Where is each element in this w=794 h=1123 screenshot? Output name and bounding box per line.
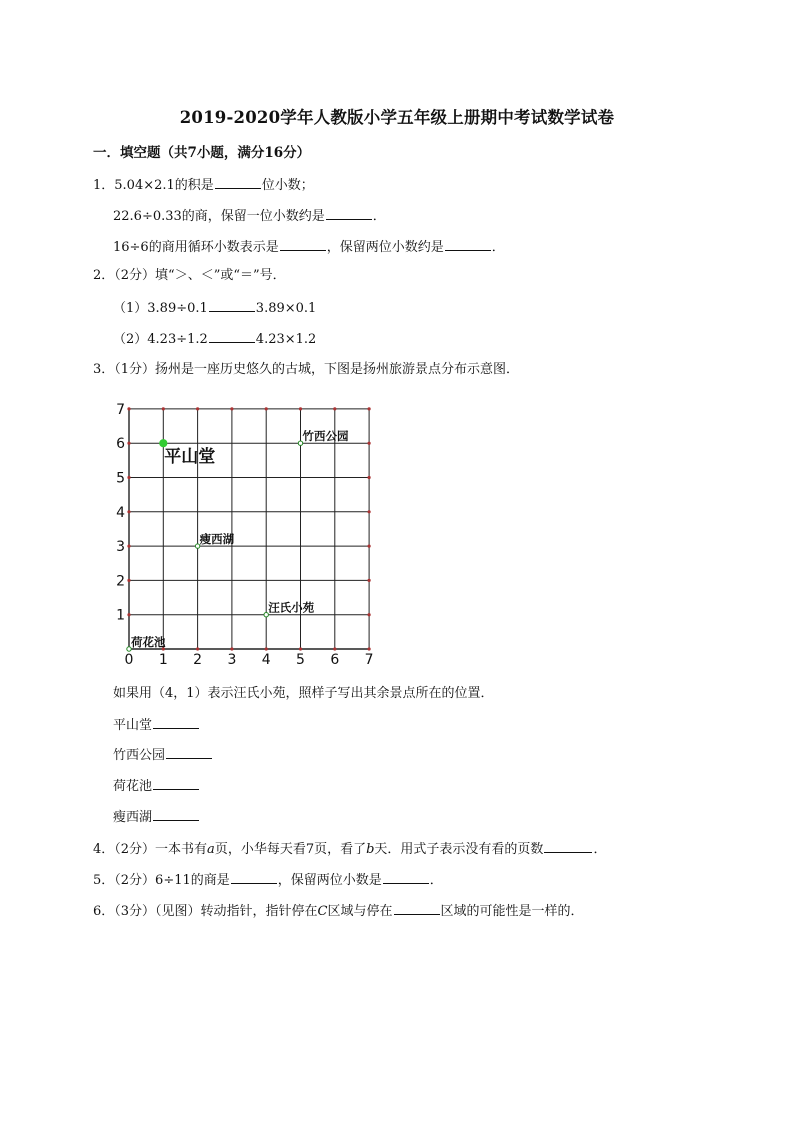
place-name: 荷花池 — [113, 779, 153, 794]
grid-vertex — [230, 407, 233, 410]
grid-vertex — [127, 476, 130, 479]
answer-row-shouxihu — [113, 808, 200, 826]
y-tick-label: 6 — [116, 436, 125, 453]
question-6 — [93, 902, 584, 920]
x-tick-label: 4 — [261, 652, 271, 668]
question-4 — [93, 840, 606, 858]
grid-vertex — [127, 407, 130, 410]
question-3-stem: 3．（1分）扬州是一座历史悠久的古城，下图是扬州旅游景点分布示意图． — [93, 362, 520, 377]
answer-blank[interactable] — [166, 746, 212, 759]
grid-vertex — [127, 510, 130, 513]
question-text: ． — [491, 240, 505, 255]
grid-vertex — [368, 647, 371, 650]
grid-vertex — [196, 407, 199, 410]
grid-vertex — [368, 407, 371, 410]
question-1-part-a — [93, 176, 314, 194]
question-text: 5．（2分）6÷11的商是 — [93, 873, 230, 888]
x-tick-label: 7 — [364, 652, 374, 668]
answer-blank[interactable] — [231, 871, 277, 884]
question-text: 天．用式子表示没有看的页数 — [374, 842, 544, 857]
x-tick-label: 5 — [296, 652, 305, 668]
question-2-part-1 — [113, 299, 316, 317]
question-text: 区域的可能性是一样的． — [440, 904, 584, 919]
x-tick-label: 6 — [330, 652, 340, 668]
grid-vertex — [368, 613, 371, 616]
place-name: 平山堂 — [113, 718, 153, 733]
answer-blank[interactable] — [326, 207, 372, 220]
place-label: 汪氏小苑 — [268, 600, 315, 615]
answer-blank[interactable] — [153, 808, 199, 821]
question-text: 3.89×0.1 — [255, 301, 317, 316]
question-text: 1．5.04×2.1的积是 — [93, 178, 214, 193]
answer-row-pingshantang — [113, 716, 200, 734]
scenic-spot-map — [112, 396, 384, 668]
grid-vertex — [127, 613, 130, 616]
page-title: 2019-2020学年人教版小学五年级上册期中考试数学试卷 — [179, 108, 615, 127]
question-2-part-2 — [113, 330, 316, 348]
question-text: ，保留两位小数是 — [277, 873, 382, 888]
question-2-stem: 2．（2分）填“＞、＜”或“＝”号． — [93, 268, 286, 283]
answer-row-hehuachi — [113, 777, 200, 795]
question-text: 页，小华每天看7页，看了 — [214, 842, 367, 857]
section-heading: 一．填空题（共7小题，满分16分） — [93, 145, 311, 161]
question-text: ． — [593, 842, 607, 857]
grid-vertex — [368, 545, 371, 548]
question-1-part-c — [113, 238, 505, 256]
y-tick-label: 3 — [116, 539, 125, 556]
grid-vertex — [265, 647, 268, 650]
x-tick-label: 1 — [158, 652, 168, 668]
answer-blank[interactable] — [394, 902, 440, 915]
answer-blank[interactable] — [209, 330, 255, 343]
y-tick-label: 7 — [116, 401, 125, 418]
answer-blank[interactable] — [153, 716, 199, 729]
grid-vertex — [368, 510, 371, 513]
question-3-instruction: 如果用（4，1）表示汪氏小苑，照样子写出其余景点所在的位置． — [113, 686, 494, 701]
place-label: 竹西公园 — [302, 429, 349, 444]
x-tick-label: 0 — [124, 652, 134, 668]
place-label: 平山堂 — [164, 447, 216, 468]
place-name: 瘦西湖 — [113, 810, 153, 825]
y-tick-label: 2 — [116, 573, 125, 590]
question-text: 4.23×1.2 — [255, 332, 317, 347]
grid-vertex — [333, 647, 336, 650]
answer-row-zhuxi-park — [113, 746, 213, 764]
question-text: 6．（3分）（见图）转动指针，指针停在 — [93, 904, 318, 919]
grid-vertex — [333, 407, 336, 410]
answer-blank[interactable] — [280, 238, 326, 251]
y-tick-label: 4 — [116, 504, 125, 521]
y-tick-label: 1 — [116, 607, 125, 624]
grid-vertex — [299, 647, 302, 650]
question-text: （2）4.23÷1.2 — [113, 332, 208, 347]
answer-blank[interactable] — [215, 176, 261, 189]
grid-vertex — [265, 407, 268, 410]
answer-blank[interactable] — [445, 238, 491, 251]
variable-a: a — [207, 842, 215, 857]
grid-vertex — [299, 407, 302, 410]
grid-vertex — [127, 545, 130, 548]
variable-b: b — [366, 842, 375, 857]
y-tick-label: 5 — [116, 470, 125, 487]
grid-vertex — [196, 647, 199, 650]
question-text: 区域与停在 — [327, 904, 393, 919]
question-text: ，保留两位小数约是 — [326, 240, 444, 255]
answer-blank[interactable] — [383, 871, 429, 884]
question-text: （1）3.89÷0.1 — [113, 301, 208, 316]
question-text: 16÷6的商用循环小数表示是 — [113, 240, 279, 255]
place-point — [160, 440, 167, 447]
x-tick-label: 3 — [227, 652, 237, 668]
question-text: 22.6÷0.33的商，保留一位小数约是 — [113, 209, 325, 224]
question-5 — [93, 871, 443, 889]
variable-c: C — [317, 904, 328, 919]
grid-vertex — [230, 647, 233, 650]
grid-vertex — [368, 579, 371, 582]
answer-blank[interactable] — [544, 840, 592, 853]
question-text: ． — [372, 209, 386, 224]
grid-vertex — [127, 442, 130, 445]
grid-vertex — [127, 579, 130, 582]
question-1-part-b — [113, 207, 386, 225]
grid-vertex — [368, 442, 371, 445]
grid-vertex — [368, 476, 371, 479]
x-tick-label: 2 — [193, 652, 203, 668]
answer-blank[interactable] — [209, 299, 255, 312]
grid-vertex — [162, 407, 165, 410]
place-name: 竹西公园 — [113, 748, 166, 763]
question-text: 4．（2分）一本书有 — [93, 842, 208, 857]
question-text: ． — [429, 873, 443, 888]
answer-blank[interactable] — [153, 777, 199, 790]
question-text: 位小数； — [261, 178, 314, 193]
place-label: 瘦西湖 — [199, 532, 235, 547]
place-label: 荷花池 — [131, 635, 166, 649]
